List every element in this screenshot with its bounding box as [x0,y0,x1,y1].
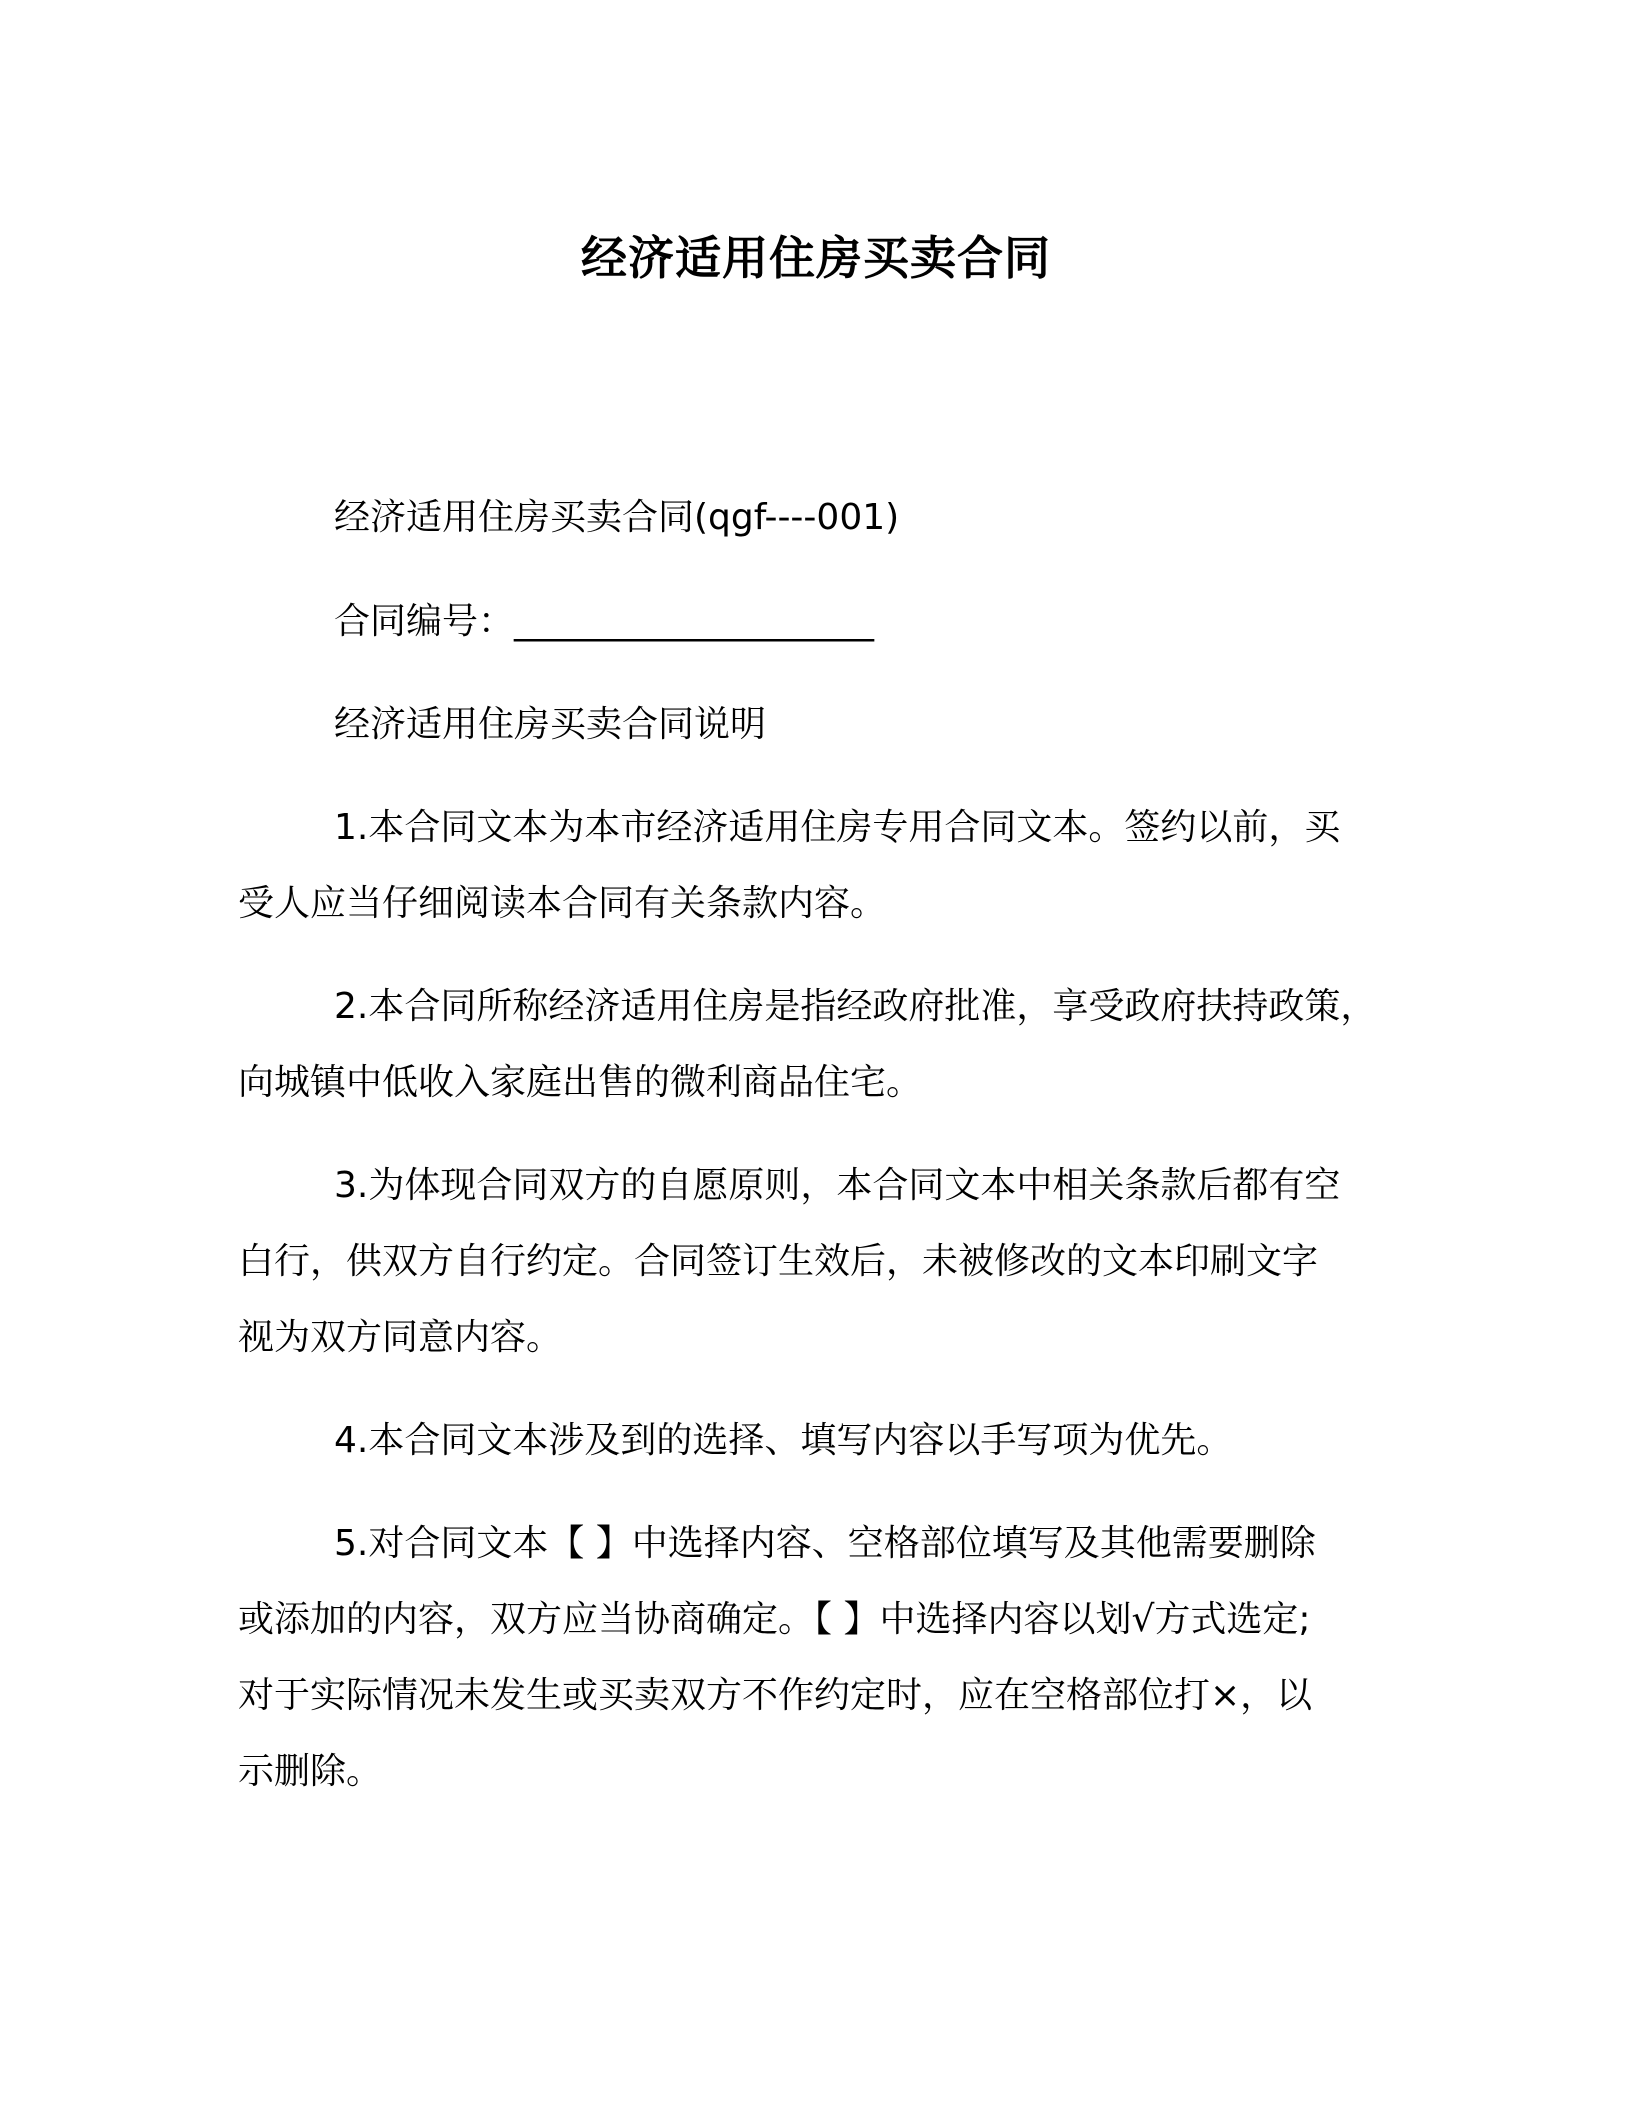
paragraph-1-line-1: 1.本合同文本为本市经济适用住房专用合同文本。签约以前，买 [334,807,1341,848]
paragraph-3-line-3: 视为双方同意内容。 [238,1317,563,1358]
paragraph-5-line-3: 对于实际情况未发生或买卖双方不作约定时，应在空格部位打×，以 [238,1675,1313,1716]
paragraph-3-line-2: 白行，供双方自行约定。合同签订生效后，未被修改的文本印刷文字 [238,1241,1319,1282]
paragraph-2-line-2: 向城镇中低收入家庭出售的微利商品住宅。 [238,1062,923,1103]
contract-number-blank: ____________________ [514,601,875,642]
paragraph-5-line-2: 或添加的内容，双方应当协商确定。【 】中选择内容以划√方式选定; [238,1599,1311,1640]
paragraph-5-line-1: 5.对合同文本【 】中选择内容、空格部位填写及其他需要删除 [334,1523,1316,1564]
contract-number-label: 合同编号： [334,601,515,642]
paragraph-4-line-1: 4.本合同文本涉及到的选择、填写内容以手写项为优先。 [334,1420,1233,1461]
paragraph-3-line-1: 3.为体现合同双方的自愿原则，本合同文本中相关条款后都有空 [334,1165,1341,1206]
paragraph-1-line-2: 受人应当仔细阅读本合同有关条款内容。 [238,883,887,924]
contract-number-row [334,600,874,644]
contract-subtitle: 经济适用住房买卖合同(qgf----001) [334,497,900,538]
paragraph-5-line-4: 示删除。 [238,1751,383,1792]
section-heading: 经济适用住房买卖合同说明 [334,704,767,745]
document-title: 经济适用住房买卖合同 [581,231,1051,285]
paragraph-2-line-1: 2.本合同所称经济适用住房是指经政府批准，享受政府扶持政策， [334,986,1377,1027]
